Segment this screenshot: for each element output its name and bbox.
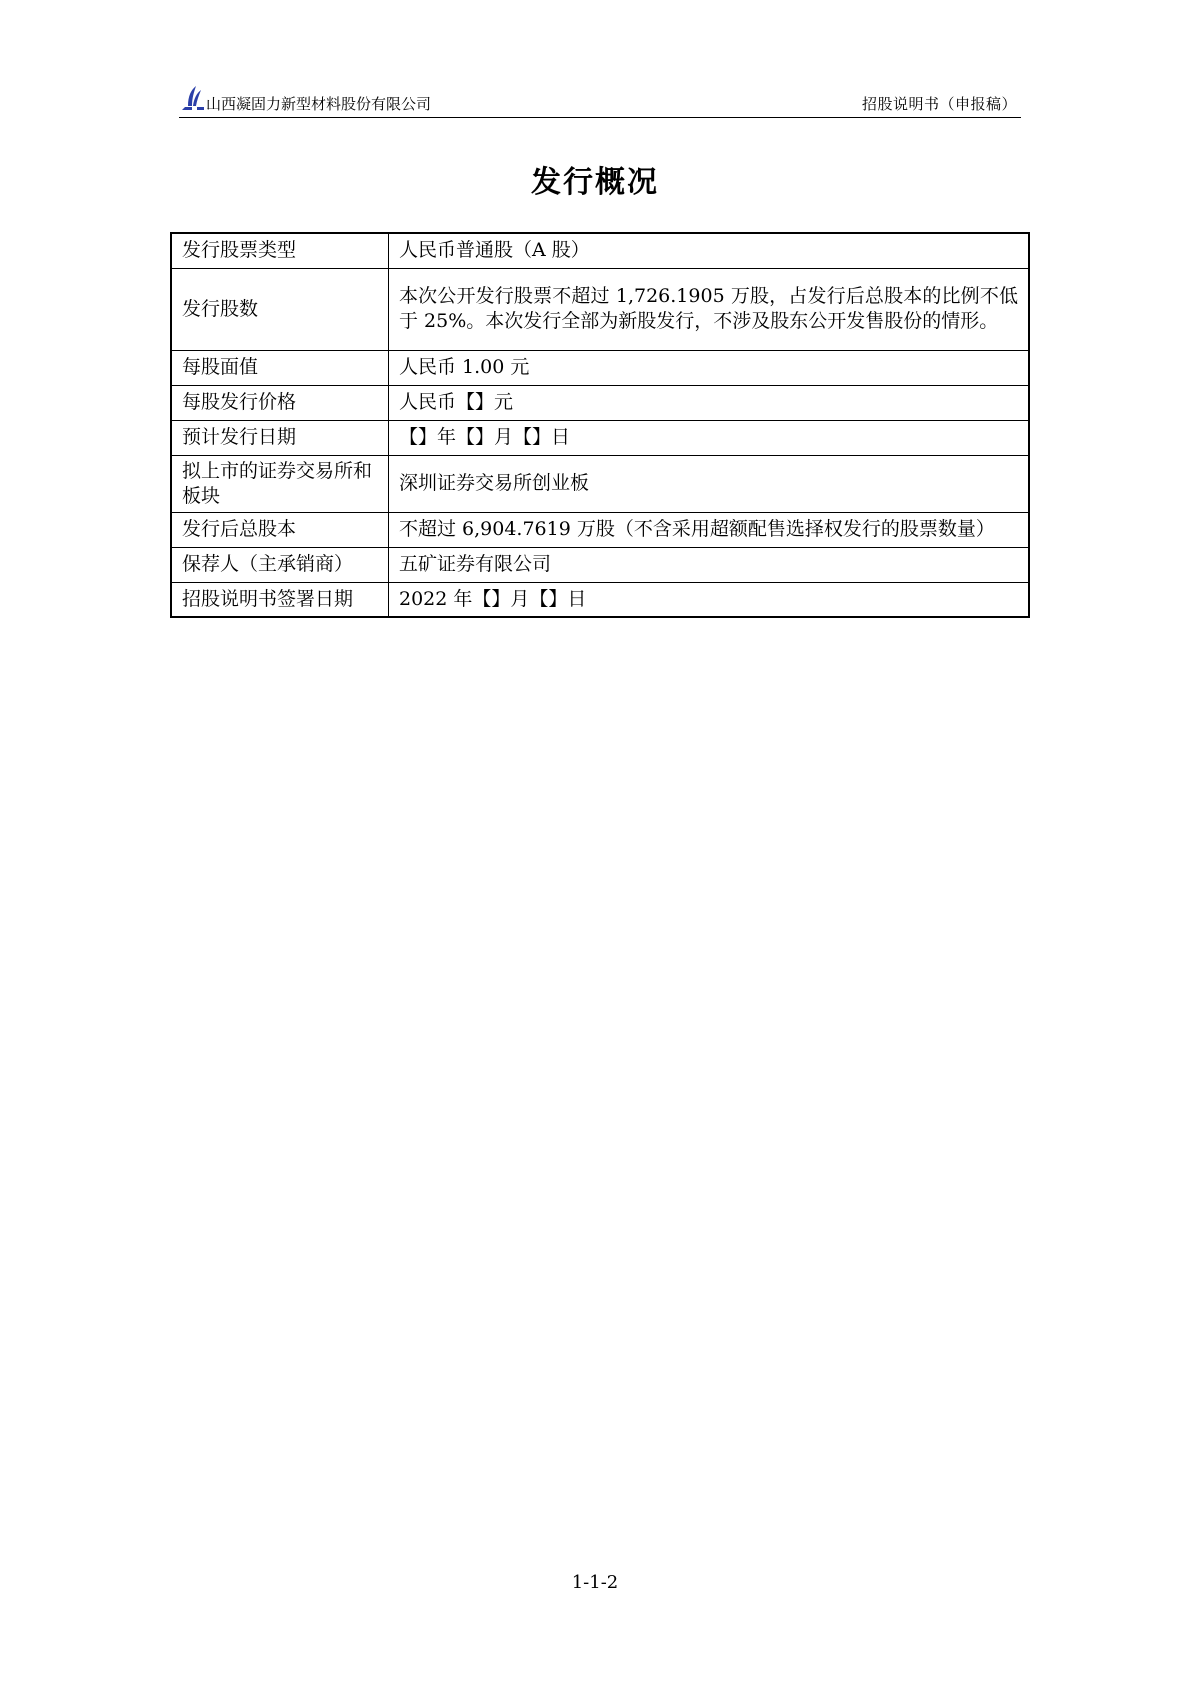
table-row	[171, 420, 1029, 455]
row-label: 预计发行日期	[171, 420, 389, 455]
row-label: 招股说明书签署日期	[171, 582, 389, 617]
row-label: 保荐人（主承销商）	[171, 547, 389, 582]
row-value: 人民币普通股（A 股）	[389, 233, 1030, 268]
table-row	[171, 268, 1029, 350]
page-header	[179, 82, 1021, 118]
document-type: 招股说明书（申报稿）	[861, 95, 1017, 113]
issuance-overview-table	[170, 232, 1030, 618]
row-label: 每股面值	[171, 350, 389, 385]
row-label: 发行股票类型	[171, 233, 389, 268]
row-value: 五矿证券有限公司	[389, 547, 1030, 582]
row-value: 【】年【】月【】日	[389, 420, 1030, 455]
company-logo-icon	[179, 84, 205, 112]
row-value: 深圳证券交易所创业板	[389, 455, 1030, 512]
table-row	[171, 455, 1029, 512]
row-value: 人民币【】元	[389, 385, 1030, 420]
row-value: 人民币 1.00 元	[389, 350, 1030, 385]
table-row	[171, 350, 1029, 385]
row-label: 拟上市的证券交易所和板块	[171, 455, 389, 512]
table-row	[171, 385, 1029, 420]
table-row	[171, 512, 1029, 547]
company-name: 山西凝固力新型材料股份有限公司	[206, 95, 432, 113]
row-label: 发行后总股本	[171, 512, 389, 547]
page-number: 1-1-2	[571, 1572, 619, 1593]
table-row	[171, 547, 1029, 582]
page-title: 发行概况	[531, 165, 659, 200]
table-row	[171, 233, 1029, 268]
row-label: 发行股数	[171, 268, 389, 350]
row-value: 本次公开发行股票不超过 1,726.1905 万股，占发行后总股本的比例不低于 25%。本次发行全部为新股发行，不涉及股东公开发售股份的情形。	[389, 268, 1030, 350]
row-value: 2022 年【】月【】日	[389, 582, 1030, 617]
table-row	[171, 582, 1029, 617]
row-label: 每股发行价格	[171, 385, 389, 420]
row-value: 不超过 6,904.7619 万股（不含采用超额配售选择权发行的股票数量）	[389, 512, 1030, 547]
